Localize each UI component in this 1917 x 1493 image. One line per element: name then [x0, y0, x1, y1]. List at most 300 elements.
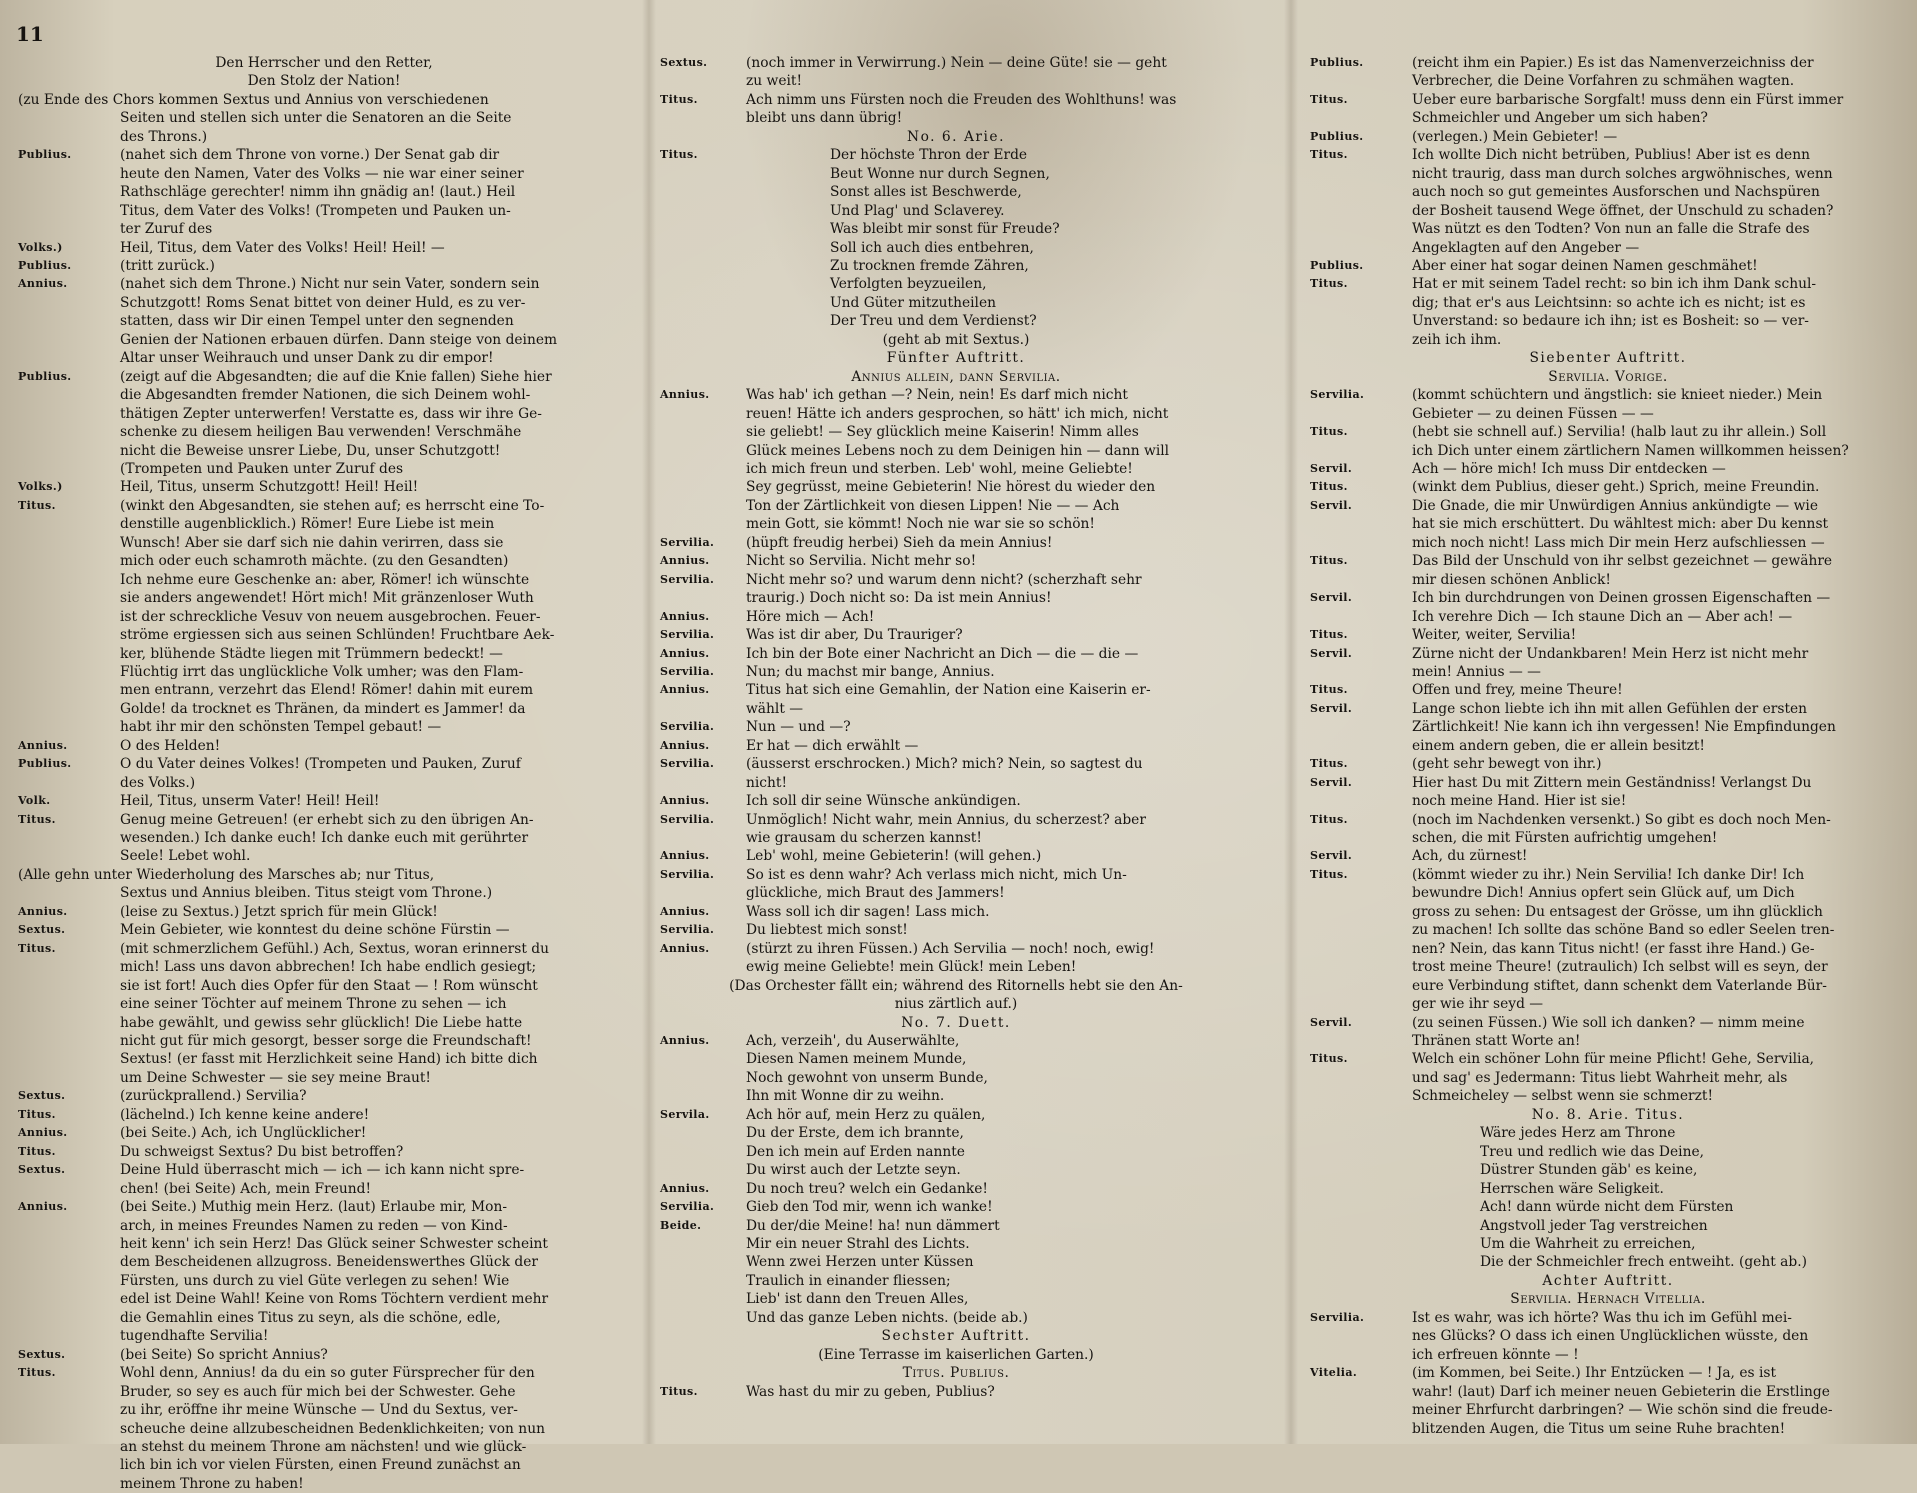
speaker-name: Volk.	[18, 794, 51, 808]
speaker-name: Annius.	[660, 646, 710, 660]
text-line	[660, 275, 1252, 293]
speaker-name: Servilia.	[660, 867, 715, 881]
line-text: Was bleibt mir sonst für Freude?	[830, 221, 1060, 238]
speech-line	[1310, 1014, 1906, 1032]
line-text: (stürzt zu ihren Füssen.) Ach Servilia — noch! noch, ewig!	[746, 940, 1155, 957]
line-text: zeih ich ihm.	[1412, 331, 1502, 348]
line-text: Mir ein neuer Strahl des Lichts.	[746, 1236, 970, 1252]
text-line	[660, 1069, 1252, 1087]
line-text: Annius allein, dann Servilia.	[851, 368, 1061, 385]
speech-line	[1310, 552, 1906, 570]
text-line	[660, 1327, 1252, 1345]
line-text: Heil, Titus, unserm Schutzgott! Heil! Heil!	[120, 479, 419, 496]
line-text: Er hat — dich erwählt —	[746, 737, 919, 754]
speech-line	[1310, 423, 1906, 441]
line-text: (im Kommen, bei Seite.) Ihr Entzücken — ! Ja, es ist	[1412, 1365, 1776, 1382]
line-text: Zürne nicht der Undankbaren! Mein Herz ist nicht mehr	[1412, 645, 1809, 662]
text-line	[660, 109, 1252, 127]
line-text: (zu seinen Füssen.) Wie soll ich danken? — nimm meine	[1412, 1014, 1805, 1031]
text-line	[18, 128, 630, 146]
line-text: (Das Orchester fällt ein; während des Ritornells hebt sie den An-	[729, 977, 1183, 994]
line-text: Titus hat sich eine Gemahlin, der Nation eine Kaiserin er-	[746, 682, 1151, 699]
line-text: Du liebtest mich sonst!	[746, 922, 908, 939]
text-line	[18, 663, 630, 681]
line-text: Mein Gebieter, wie konntest du deine schöne Fürstin —	[120, 922, 510, 939]
line-text: statten, dass wir Dir einen Tempel unter den segnenden	[120, 313, 514, 330]
line-text: ströme ergiessen sich aus seinen Schlünden! Fruchtbare Aek-	[120, 627, 555, 644]
line-text: Welch ein schöner Lohn für meine Pflicht! Gehe, Servilia,	[1412, 1051, 1815, 1068]
line-text: (mit schmerzlichem Gefühl.) Ach, Sextus, woran erinnerst du	[120, 940, 549, 957]
line-text: Wenn zwei Herzen unter Küssen	[746, 1254, 974, 1271]
line-text: (tritt zurück.)	[120, 257, 215, 274]
text-block	[660, 54, 1252, 1401]
text-line	[660, 1364, 1252, 1382]
line-text: Ach nimm uns Fürsten noch die Freuden des Wohlthuns! was	[746, 91, 1177, 108]
line-text: um Deine Schwester — sie sey meine Braut!	[120, 1069, 431, 1086]
speaker-name: Vitelia.	[1310, 1366, 1358, 1380]
line-text: Du schweigst Sextus? Du bist betroffen?	[120, 1143, 404, 1160]
text-line	[1310, 220, 1906, 238]
line-text: men entrann, verzehrt das Elend! Römer! dahin mit eurem	[120, 682, 534, 699]
speaker-name: Titus.	[18, 1107, 56, 1121]
text-line	[18, 977, 630, 995]
line-text: (verlegen.) Mein Gebieter! —	[1412, 128, 1618, 145]
text-line	[18, 1290, 630, 1308]
speech-line	[18, 1364, 630, 1382]
line-text: Herrschen wäre Seligkeit.	[1480, 1180, 1664, 1197]
speaker-name: Annius.	[660, 794, 710, 808]
column-fold-shadow	[642, 0, 656, 1444]
text-line	[1310, 1180, 1906, 1198]
line-text: Ich nehme eure Geschenke an: aber, Römer! ich wünschte	[120, 571, 530, 588]
line-text: Verbrecher, die Deine Vorfahren zu schmähen wagten.	[1412, 73, 1795, 90]
text-line	[18, 552, 630, 570]
speech-line	[18, 239, 630, 257]
line-text: Altar unser Weihrauch und unser Dank zu dir empor!	[120, 350, 494, 367]
text-column-left	[18, 54, 630, 1493]
text-line	[18, 1217, 630, 1235]
text-line	[660, 995, 1252, 1013]
text-line	[1310, 534, 1906, 552]
line-text: schenke zu diesem heiligen Bau verwenden! Verschmähe	[120, 424, 522, 441]
line-text: (Eine Terrasse im kaiserlichen Garten.)	[818, 1346, 1094, 1363]
text-line	[660, 1272, 1252, 1290]
line-text: (kommt schüchtern und ängstlich: sie knieet nieder.) Mein	[1412, 387, 1823, 404]
text-line	[1310, 1272, 1906, 1290]
text-line	[18, 54, 630, 72]
speaker-name: Annius.	[660, 388, 710, 402]
speech-line	[660, 54, 1252, 72]
line-text: Fünfter Auftritt.	[886, 350, 1026, 367]
text-line	[660, 165, 1252, 183]
line-text: Schmeichler und Angeber um sich haben?	[1412, 110, 1708, 127]
text-line	[660, 1124, 1252, 1142]
line-text: Zu trocknen fremde Zähren,	[830, 257, 1029, 274]
line-text: Seiten und stellen sich unter die Senatoren an die Seite	[120, 110, 512, 127]
text-line	[1310, 1143, 1906, 1161]
text-line	[18, 1014, 630, 1032]
text-line	[660, 478, 1252, 496]
text-line	[18, 829, 630, 847]
line-text: Schutzgott! Roms Senat bittet von deiner Huld, es zu ver-	[120, 294, 526, 311]
text-line	[18, 460, 630, 478]
line-text: nicht gut für mich gesorgt, besser sorge die Freundschaft!	[120, 1033, 532, 1050]
line-text: mein! Annius — —	[1412, 663, 1541, 680]
line-text: Das Bild der Unschuld von ihr selbst gezeichnet — gewähre	[1412, 553, 1833, 570]
text-line	[1310, 165, 1906, 183]
speech-line	[660, 792, 1252, 810]
speaker-name: Servil.	[1310, 498, 1353, 512]
line-text: und sag' es Jedermann: Titus liebt Wahrheit mehr, als	[1412, 1069, 1788, 1086]
speech-line	[660, 1198, 1252, 1216]
line-text: (winkt dem Publius, dieser geht.) Sprich, meine Freundin.	[1412, 479, 1820, 496]
speaker-name: Titus.	[660, 92, 698, 106]
speech-line	[660, 645, 1252, 663]
text-line	[18, 1069, 630, 1087]
speech-line	[1310, 91, 1906, 109]
speech-line	[18, 1346, 630, 1364]
column-fold-shadow	[1284, 0, 1298, 1444]
line-text: Höre mich — Ach!	[746, 608, 875, 625]
speech-line	[18, 792, 630, 810]
speaker-name: Titus.	[1310, 1052, 1348, 1066]
speaker-name: Titus.	[660, 148, 698, 162]
speech-line	[18, 146, 630, 164]
line-text: auch noch so gut gemeintes Ausforschen und Nachspüren	[1412, 184, 1820, 201]
text-line	[660, 442, 1252, 460]
speaker-name: Sextus.	[18, 1089, 66, 1103]
line-text: an stehst du meinem Throne am nächsten! und wie glück-	[120, 1438, 527, 1455]
line-text: Sonst alles ist Beschwerde,	[830, 184, 1022, 201]
line-text: der Bosheit tausend Wege öffnet, der Unschuld zu schaden?	[1412, 202, 1834, 219]
line-text: habe gewählt, und gewiss sehr glücklich! Die Liebe hatte	[120, 1014, 523, 1031]
speech-line	[660, 811, 1252, 829]
speech-line	[18, 940, 630, 958]
line-text: heit kenn' ich sein Herz! Das Glück seiner Schwester scheint	[120, 1236, 548, 1252]
line-text: Servilia. Vorige.	[1548, 368, 1668, 385]
text-line	[1310, 884, 1906, 902]
line-text: (geht sehr bewegt von ihr.)	[1412, 756, 1602, 773]
text-line	[1310, 1235, 1906, 1253]
line-text: Siebenter Auftritt.	[1529, 350, 1687, 367]
text-line	[660, 423, 1252, 441]
speech-line	[1310, 1309, 1906, 1327]
speech-line	[18, 811, 630, 829]
line-text: Ich bin der Bote einer Nachricht an Dich — die — die —	[746, 645, 1139, 662]
speech-line	[660, 940, 1252, 958]
speech-line	[18, 1087, 630, 1105]
speaker-name: Titus.	[1310, 683, 1348, 697]
speech-line	[1310, 275, 1906, 293]
line-text: Sextus! (er fasst mit Herzlichkeit seine Hand) ich bitte dich	[120, 1051, 538, 1068]
line-text: Glück meines Lebens noch zu dem Deinigen hin — dann will	[746, 442, 1170, 459]
line-text: (Trompeten und Pauken unter Zuruf des	[120, 460, 404, 477]
line-text: nicht!	[746, 774, 787, 791]
text-line	[1310, 1087, 1906, 1105]
line-text: No. 7. Duett.	[901, 1014, 1011, 1031]
line-text: heute den Namen, Vater des Volks — nie war einer seiner	[120, 165, 524, 182]
text-line	[660, 958, 1252, 976]
text-line	[1310, 958, 1906, 976]
line-text: des Volks.)	[120, 774, 196, 791]
line-text: Zärtlichkeit! Nie kann ich ihn vergessen! Nie Empfindungen	[1412, 719, 1836, 736]
line-text: lich bin ich vor vielen Fürsten, einen Freund zunächst an	[120, 1457, 521, 1474]
line-text: Du der Erste, dem ich brannte,	[746, 1125, 964, 1142]
speech-line	[1310, 1050, 1906, 1068]
speaker-name: Titus.	[18, 498, 56, 512]
line-text: zu ihr, eröffne ihr meine Wünsche — Und du Sextus, ver-	[120, 1402, 518, 1419]
text-line	[18, 626, 630, 644]
text-line	[660, 977, 1252, 995]
line-text: Ist es wahr, was ich hörte? Was thu ich im Gefühl mei-	[1412, 1309, 1792, 1326]
speaker-name: Titus.	[1310, 425, 1348, 439]
text-line	[660, 1143, 1252, 1161]
speaker-name: Annius.	[660, 1181, 710, 1195]
line-text: Der höchste Thron der Erde	[830, 147, 1028, 164]
line-text: Noch gewohnt von unserm Bunde,	[746, 1069, 988, 1086]
line-text: Und Güter mitzutheilen	[830, 294, 996, 311]
speech-line	[18, 1161, 630, 1179]
text-line	[660, 72, 1252, 90]
speaker-name: Volks.)	[18, 480, 63, 494]
speaker-name: Annius.	[660, 941, 710, 955]
speaker-name: Servilia.	[660, 923, 715, 937]
speaker-name: Servilia.	[1310, 388, 1365, 402]
speaker-name: Titus.	[1310, 480, 1348, 494]
text-line	[1310, 737, 1906, 755]
text-line	[660, 128, 1252, 146]
line-text: eure Verbindung stiftet, dann schenkt dem Vaterlande Bür-	[1412, 977, 1827, 994]
line-text: dem Bescheidenen allzugross. Beneidenswerthes Glück der	[120, 1254, 538, 1271]
text-block	[1310, 54, 1906, 1438]
text-line	[18, 442, 630, 460]
text-line	[18, 1475, 630, 1493]
text-line	[18, 718, 630, 736]
line-text: Seele! Lebet wohl.	[120, 848, 251, 865]
line-text: Wunsch! Aber sie darf sich nie dahin verirren, dass sie	[120, 534, 504, 551]
text-line	[18, 700, 630, 718]
line-text: Titus. Publius.	[902, 1365, 1010, 1382]
speech-line	[660, 626, 1252, 644]
line-text: Aber einer hat sogar deinen Namen geschmähet!	[1412, 257, 1758, 274]
text-line	[660, 515, 1252, 533]
text-line	[660, 1161, 1252, 1179]
text-line	[660, 589, 1252, 607]
line-text: einem andern geben, die er allein besitzt!	[1412, 737, 1705, 754]
text-line	[18, 534, 630, 552]
line-text: sie ist fort! Auch dies Opfer für den Staat — ! Rom wünscht	[120, 977, 538, 994]
text-line	[1310, 718, 1906, 736]
text-line	[660, 312, 1252, 330]
line-text: Lieb' ist dann den Treuen Alles,	[746, 1291, 969, 1308]
text-line	[1310, 312, 1906, 330]
text-line	[1310, 72, 1906, 90]
line-text: Ach hör auf, mein Herz zu quälen,	[746, 1106, 986, 1123]
line-text: Ach! dann würde nicht dem Fürsten	[1480, 1199, 1734, 1216]
text-line	[18, 571, 630, 589]
text-line	[18, 608, 630, 626]
line-text: Was ist dir aber, Du Trauriger?	[746, 627, 963, 644]
line-text: Ach, du zürnest!	[1412, 848, 1528, 865]
text-line	[18, 183, 630, 201]
speech-line	[660, 866, 1252, 884]
speech-line	[18, 1124, 630, 1142]
speech-line	[18, 1106, 630, 1124]
text-line	[1310, 1198, 1906, 1216]
speech-line	[1310, 54, 1906, 72]
line-text: O du Vater deines Volkes! (Trompeten und Pauken, Zuruf	[120, 756, 521, 773]
line-text: Ihn mit Wonne dir zu weihn.	[746, 1088, 945, 1105]
speech-line	[1310, 847, 1906, 865]
line-text: blitzenden Augen, die Titus um seine Ruhe brachten!	[1412, 1420, 1786, 1437]
line-text: zu machen! Ich sollte das schöne Band so edler Seelen tren-	[1412, 922, 1835, 939]
text-line	[18, 1253, 630, 1271]
line-text: Nun — und —?	[746, 719, 851, 736]
speech-line	[660, 91, 1252, 109]
text-column-middle	[660, 54, 1252, 1401]
line-text: (hüpft freudig herbei) Sieh da mein Annius!	[746, 534, 1053, 551]
speaker-name: Publius.	[1310, 129, 1364, 143]
text-line	[1310, 1346, 1906, 1364]
line-text: sie anders angewendet! Hört mich! Mit gränzenloser Wuth	[120, 590, 534, 607]
line-text: No. 8. Arie. Titus.	[1531, 1106, 1685, 1123]
speech-line	[660, 903, 1252, 921]
speaker-name: Annius.	[660, 683, 710, 697]
text-line	[660, 460, 1252, 478]
line-text: O des Helden!	[120, 737, 221, 754]
text-line	[1310, 571, 1906, 589]
speaker-name: Publius.	[18, 757, 72, 771]
line-text: Weiter, weiter, Servilia!	[1412, 627, 1577, 644]
line-text: Die Gnade, die mir Unwürdigen Annius ankündigte — wie	[1412, 497, 1818, 514]
speaker-name: Publius.	[18, 148, 72, 162]
line-text: bewundre Dich! Annius opfert sein Glück auf, um Dich	[1412, 885, 1795, 902]
speaker-name: Sextus.	[18, 923, 66, 937]
speaker-name: Titus.	[1310, 148, 1348, 162]
text-line	[18, 202, 630, 220]
speaker-name: Sextus.	[18, 1347, 66, 1361]
line-text: ich Dich unter einem zärtlichern Namen willkommen heissen?	[1412, 442, 1849, 459]
text-line	[1310, 1420, 1906, 1438]
text-line	[1310, 940, 1906, 958]
line-text: Ich soll dir seine Wünsche ankündigen.	[746, 793, 1021, 810]
speaker-name: Servila.	[660, 1107, 710, 1121]
line-text: Wohl denn, Annius! da du ein so guter Fürsprecher für den	[120, 1365, 535, 1382]
speaker-name: Servilia.	[660, 1200, 715, 1214]
speaker-name: Servilia.	[660, 572, 715, 586]
line-text: Der Treu und dem Verdienst?	[830, 313, 1037, 330]
speaker-name: Servil.	[1310, 775, 1353, 789]
text-line	[18, 1327, 630, 1345]
line-text: Flüchtig irrt das unglückliche Volk umher; was den Flam-	[120, 663, 524, 680]
text-line	[18, 1272, 630, 1290]
line-text: (zeigt auf die Abgesandten; die auf die Knie fallen) Siehe hier	[120, 368, 552, 385]
line-text: Sextus und Annius bleiben. Titus steigt vom Throne.)	[120, 885, 493, 902]
line-text: Den ich mein auf Erden nannte	[746, 1143, 965, 1160]
text-line	[18, 681, 630, 699]
line-text: Ach — höre mich! Ich muss Dir entdecken —	[1412, 460, 1726, 477]
text-line	[1310, 977, 1906, 995]
line-text: Was nützt es den Todten? Von nun an falle die Strafe des	[1412, 221, 1810, 238]
text-line	[1310, 183, 1906, 201]
speaker-name: Annius.	[660, 904, 710, 918]
speaker-name: Servilia.	[660, 535, 715, 549]
speech-line	[18, 275, 630, 293]
text-line	[18, 589, 630, 607]
text-line	[18, 1050, 630, 1068]
speaker-name: Titus.	[18, 812, 56, 826]
line-text: wählt —	[746, 700, 804, 717]
line-text: Wass soll ich dir sagen! Lass mich.	[746, 903, 990, 920]
speaker-name: Titus.	[1310, 867, 1348, 881]
line-text: wesenden.) Ich danke euch! Ich danke euch mit gerührter	[120, 830, 529, 847]
line-text: schen, die mit Fürsten aufrichtig umgehen!	[1412, 830, 1718, 847]
speaker-name: Publius.	[1310, 258, 1364, 272]
text-line	[18, 866, 630, 884]
text-line	[18, 220, 630, 238]
text-line	[1310, 995, 1906, 1013]
line-text: (lächelnd.) Ich kenne keine andere!	[120, 1106, 370, 1123]
line-text: ich mich freun und sterben. Leb' wohl, meine Geliebte!	[746, 460, 1133, 477]
line-text: denstille augenblicklich.) Römer! Eure Liebe ist mein	[120, 516, 495, 533]
line-text: (nahet sich dem Throne.) Nicht nur sein Vater, sondern sein	[120, 276, 540, 293]
speech-line	[660, 737, 1252, 755]
line-text: (nahet sich dem Throne von vorne.) Der Senat gab dir	[120, 147, 500, 164]
text-line	[18, 645, 630, 663]
speaker-name: Annius.	[18, 904, 68, 918]
line-text: (hebt sie schnell auf.) Servilia! (halb laut zu ihr allein.) Soll	[1412, 424, 1827, 441]
speech-line	[1310, 478, 1906, 496]
speech-line	[1310, 645, 1906, 663]
line-text: Titus, dem Vater des Volks! (Trompeten und Pauken un-	[120, 202, 511, 219]
line-text: bleibt uns dann übrig!	[746, 110, 903, 127]
line-text: Genien der Nationen erbauen dürfen. Dann steige von deinem	[120, 331, 558, 348]
line-text: Die der Schmeichler frech entweiht. (geht ab.)	[1480, 1254, 1807, 1271]
speech-line	[1310, 1364, 1906, 1382]
text-line	[660, 1309, 1252, 1327]
line-text: Thränen statt Worte an!	[1412, 1033, 1581, 1050]
text-line	[660, 829, 1252, 847]
speaker-name: Volks.)	[18, 240, 63, 254]
text-line	[1310, 1032, 1906, 1050]
line-text: des Throns.)	[120, 128, 208, 145]
line-text: ger wie ihr seyd —	[1412, 996, 1544, 1013]
text-line	[1310, 1401, 1906, 1419]
speaker-name: Servilia.	[660, 812, 715, 826]
line-text: Und das ganze Leben nichts. (beide ab.)	[746, 1309, 1028, 1326]
speaker-name: Sextus.	[18, 1163, 66, 1177]
speaker-name: Servil.	[1310, 849, 1353, 863]
line-text: Fürsten, uns durch zu viel Güte verlegen zu sehen! Wie	[120, 1272, 510, 1289]
line-text: scheuche deine allzubescheidnen Bedenklichkeiten; von nun	[120, 1420, 545, 1437]
line-text: Heil, Titus, unserm Vater! Heil! Heil!	[120, 793, 380, 810]
line-text: Nicht mehr so? und warum denn nicht? (scherzhaft sehr	[746, 571, 1142, 588]
speech-line	[660, 1180, 1252, 1198]
text-line	[660, 1235, 1252, 1253]
line-text: Hat er mit seinem Tadel recht: so bin ich ihm Dank schul-	[1412, 276, 1817, 293]
line-text: mich noch nicht! Lass mich Dir mein Herz aufschliessen —	[1412, 534, 1825, 551]
speech-line	[660, 1383, 1252, 1401]
line-text: (noch immer in Verwirrung.) Nein — deine Güte! sie — geht	[746, 55, 1167, 71]
text-line	[1310, 663, 1906, 681]
speaker-name: Titus.	[1310, 757, 1348, 771]
speech-line	[660, 663, 1252, 681]
speaker-name: Servilia.	[660, 720, 715, 734]
line-text: (reicht ihm ein Papier.) Es ist das Namenverzeichniss der	[1412, 55, 1814, 71]
speaker-name: Titus.	[1310, 812, 1348, 826]
line-text: trost meine Theure! (zutraulich) Ich selbst will es seyn, der	[1412, 959, 1828, 976]
line-text: reuen! Hätte ich anders gesprochen, so hätt' ich mich, nicht	[746, 405, 1169, 422]
